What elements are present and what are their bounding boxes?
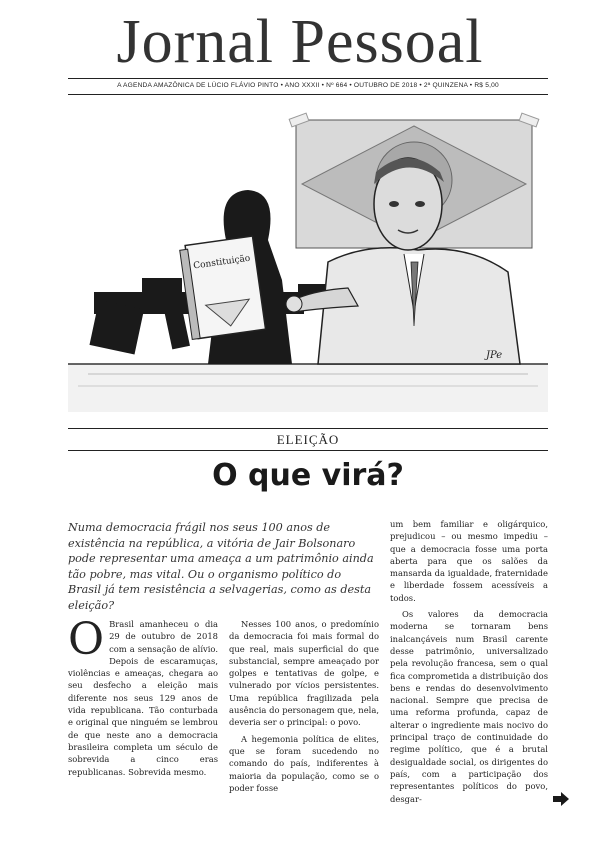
article-headline: O que virá? (212, 458, 404, 493)
article-paragraph (68, 614, 218, 778)
section-rule-top (68, 428, 548, 429)
article-lead: Numa democracia frágil nos seus 100 anos de existência na república, a vitória de Jair Bolsonaro pode representar uma ameaça a um patrimônio ainda tão pobre, mas vital. Ou o organismo político do Brasil já tem resistência a selvagerias, como as desta eleição? (68, 521, 374, 612)
article-paragraph: A hegemonia política de elites, que se foram sucedendo no comando do país, indiferentes à maioria da população, como se o poder fosse (229, 733, 379, 793)
article-paragraph: Os valores da democracia moderna se tornaram bens inalcançáveis num Brasil carente desse patrimônio, universalizado pela revolução francesa, sem o qual fica comprometida a distribuição dos bens e rendas do desenvolvimento nacional. Sempre que precisa de uma reforma profunda, capaz de alterar o ingrediente mais nocivo do principal traço de continuidade do regime político, que é a brutal desigualdade social, os dirigentes do país, com a participação dos representantes políticos do povo, desgar- (390, 609, 548, 804)
section-rule-bottom (68, 450, 548, 451)
drop-cap: O (68, 614, 105, 665)
masthead-title: Jornal Pessoal (116, 8, 484, 76)
article-column-1 (68, 614, 218, 782)
masthead-rule-top (68, 78, 548, 79)
masthead-tagline: A AGENDA AMAZÔNICA DE LÚCIO FLÁVIO PINTO • ANO XXXII • Nº 664 • OUTUBRO DE 2018 • 2ª QUINZENA • R$ 5,00 (117, 82, 499, 89)
book-label: Constituição (192, 253, 251, 272)
cartoon-table (68, 364, 548, 412)
article-column-3 (390, 518, 548, 809)
article-column-2 (229, 618, 379, 798)
article-paragraph: Nesses 100 anos, o predomínio da democracia foi mais formal do que real, mais superficial do que substancial, sempre ameaçado por golpes e tentativas de golpe, e vulnerado por vícios persistentes. Uma república fragilizada pela ausência do personagem que, nela, deveria ser o principal: o povo. (229, 619, 379, 728)
constitution-book-icon (179, 236, 265, 339)
cartoon-illustration (68, 112, 548, 412)
paragraph-text: Brasil amanheceu o dia 29 de outubro de 2018 com a sensação de alívio. Depois de escaramuças, violências e ameaças, chegara ao seu desfecho a eleição mais diferente nos seus 129 anos de vida republicana. Tão conturbada e original que ninguém se lembrou de que neste ano a democracia brasileira completa um século de sobrevida a cinco eras republicanas. Sobrevida mesmo. (68, 619, 218, 777)
continue-arrow-icon (553, 792, 569, 806)
article-paragraph: um bem familiar e oligárquico, prejudicou – ou mesmo impediu – que a democracia fosse uma porta aberta para que os salões da mansarda da igualdade, fraternidade e liberdade fossem acessíveis a todos. (390, 519, 548, 603)
cartoonist-signature: JPe (486, 350, 503, 361)
masthead-rule-bottom (68, 94, 548, 95)
section-label: ELEIÇÃO (276, 432, 340, 447)
